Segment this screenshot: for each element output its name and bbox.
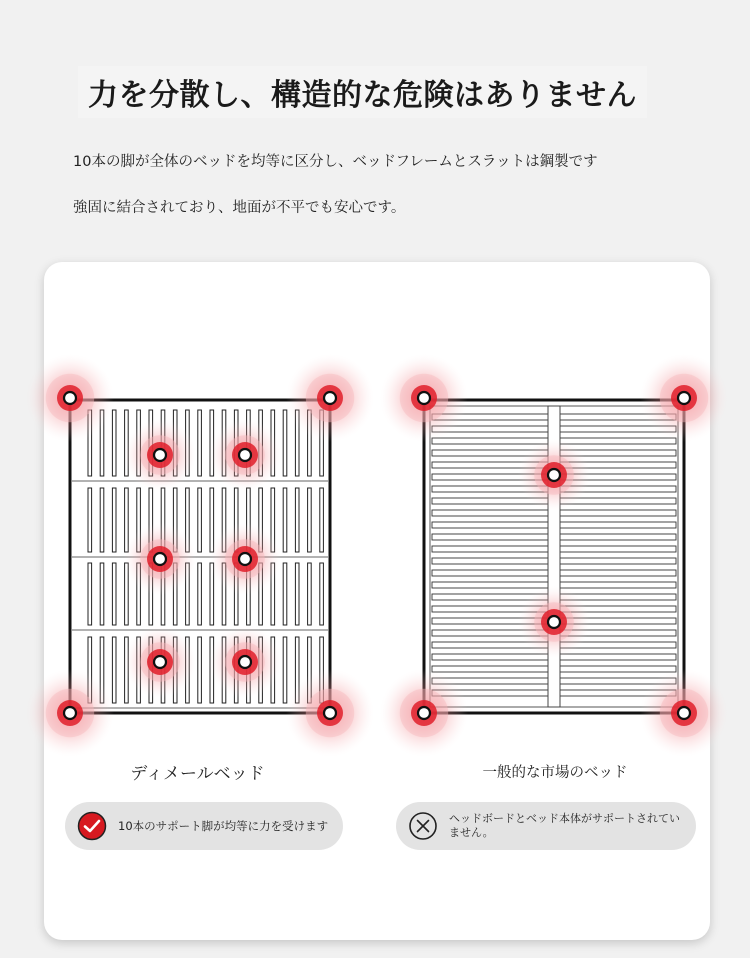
description-line-1: 10本の脚が全体のベッドを均等に区分し、ベッドフレームとスラットは鋼製です [73,154,598,170]
right-bed-label: 一般的な市場のベッド [482,765,628,781]
description-line-2: 強固に結合されており、地面が不平でも安心です。 [73,200,406,216]
support-point [518,439,590,511]
left-slat [283,488,287,552]
left-slat [100,563,104,625]
page-title: 力を分散し、構造的な危険はありません [78,66,647,118]
support-point [640,354,728,442]
left-slat [320,563,324,625]
right-bed-note-text: ヘッドボードとベッド本体がサポートされていません。 [449,812,680,839]
left-slat [308,563,312,625]
support-point [124,523,196,595]
left-slat [308,488,312,552]
right-bed-note [396,802,696,850]
support-point [380,354,468,442]
left-slat [100,488,104,552]
support-point [209,523,281,595]
support-point [124,626,196,698]
left-slat [112,488,116,552]
left-slat [283,563,287,625]
left-slat [88,488,92,552]
left-bed-frame [70,400,330,713]
left-slat [198,637,202,703]
support-point [286,354,374,442]
left-slat [112,410,116,476]
left-slat [88,563,92,625]
support-point [518,586,590,658]
left-slat [295,563,299,625]
support-point [26,354,114,442]
support-point [209,419,281,491]
left-slat [112,563,116,625]
support-point [209,626,281,698]
left-slat [295,488,299,552]
left-slat [198,410,202,476]
support-point [286,669,374,757]
left-slat [283,410,287,476]
left-slat [125,488,129,552]
left-bed-label: ディメールベッド [130,764,265,784]
left-bed-note-text: 10本のサポート脚が均等に力を受けます [118,819,329,833]
check-circle-icon [77,811,107,841]
left-slat [283,637,287,703]
support-point [640,669,728,757]
x-circle-icon [408,811,438,841]
left-slat [320,488,324,552]
left-bed-note [65,802,343,850]
left-slat [198,563,202,625]
support-point [26,669,114,757]
support-point [380,669,468,757]
support-point [124,419,196,491]
left-slat [198,488,202,552]
left-slat [112,637,116,703]
